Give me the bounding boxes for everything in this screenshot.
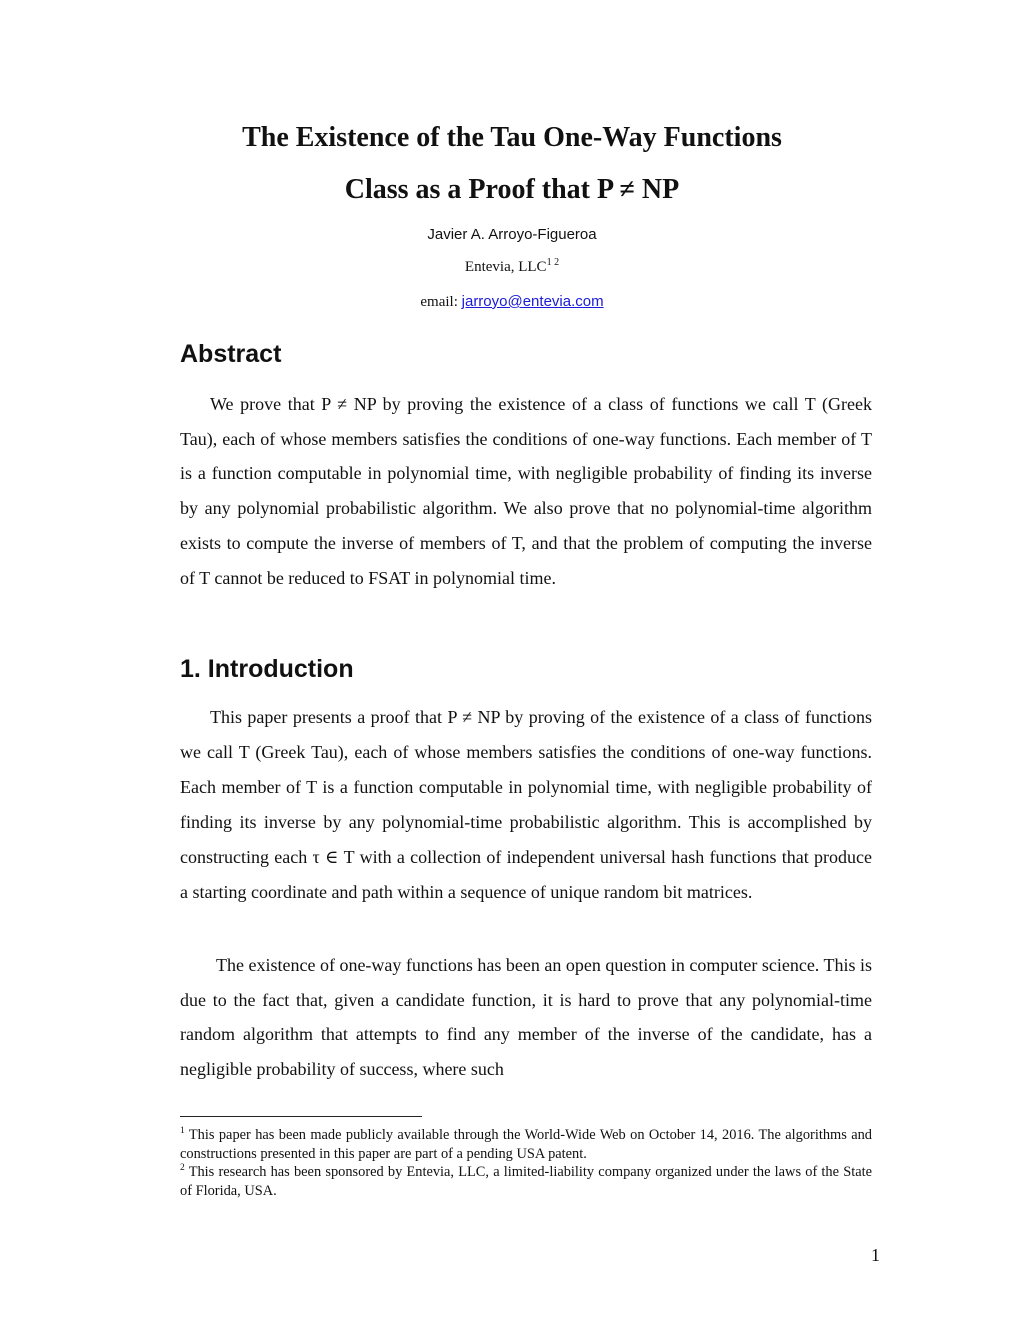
abstract-text: We prove that P ≠ NP by proving the existence of a class of functions we call T (Greek Tau), each of whose members satisfies the conditions of one-way functions. Each member of T is a function computable in polynomial time, with negligible probability of finding its inverse by any polynomial probabilistic algorithm. We also prove that no polynomial-time algorithm exists to compute the inverse of members of T, and that the problem of computing the inverse of T cannot be reduced to FSAT in polynomial time. — [180, 394, 872, 588]
footnote-mark: 1 — [180, 1126, 185, 1137]
footnote-1 — [180, 1126, 872, 1163]
footnotes — [180, 1126, 872, 1200]
affiliation — [0, 259, 1024, 276]
footnote-mark: 2 — [180, 1163, 185, 1174]
email-label: email: — [420, 294, 462, 310]
paper-title-line-1: The Existence of the Tau One-Way Functions — [242, 122, 782, 153]
paper-title-line-2: Class as a Proof that P ≠ NP — [344, 174, 680, 205]
page-number: 1 — [871, 1245, 880, 1265]
abstract-heading: Abstract — [180, 340, 282, 368]
footnote-text: This research has been sponsored by Entevia, LLC, a limited-liability company organized under the laws of the State of Florida, USA. — [180, 1164, 872, 1199]
introduction-paragraph-1: This paper presents a proof that P ≠ NP by proving of the existence of a class of functions we call T (Greek Tau), each of whose members satisfies the conditions of one-way functions. Each member of T is a function computable in polynomial time, with negligible probability of finding its inverse by any polynomial-time probabilistic algorithm. This is accomplished by constructing each τ ∈ T with a collection of independent universal hash functions that produce a starting coordinate and path within a sequence of unique random bit matrices. — [180, 707, 872, 902]
footnote-2 — [180, 1163, 872, 1200]
affiliation-footnote-marks: 1 2 — [546, 257, 560, 268]
introduction-heading: 1. Introduction — [180, 655, 354, 683]
author-name: Javier A. Arroyo-Figueroa — [427, 226, 597, 243]
email-link[interactable]: jarroyo@entevia.com — [461, 293, 604, 310]
footnote-text: This paper has been made publicly available through the World-Wide Web on October 14, 2016. The algorithms and constructions presented in this paper are part of a pending USA patent. — [180, 1127, 872, 1162]
author-email — [0, 293, 1024, 311]
footnote-divider — [180, 1116, 422, 1117]
introduction-paragraph-2: The existence of one-way functions has been an open question in computer science. This is due to the fact that, given a candidate function, it is hard to prove that any polynomial-time random algorithm that attempts to find any member of the inverse of the candidate, has a negligible probability of success, where such — [180, 955, 872, 1080]
affiliation-name: Entevia, LLC — [464, 259, 547, 275]
